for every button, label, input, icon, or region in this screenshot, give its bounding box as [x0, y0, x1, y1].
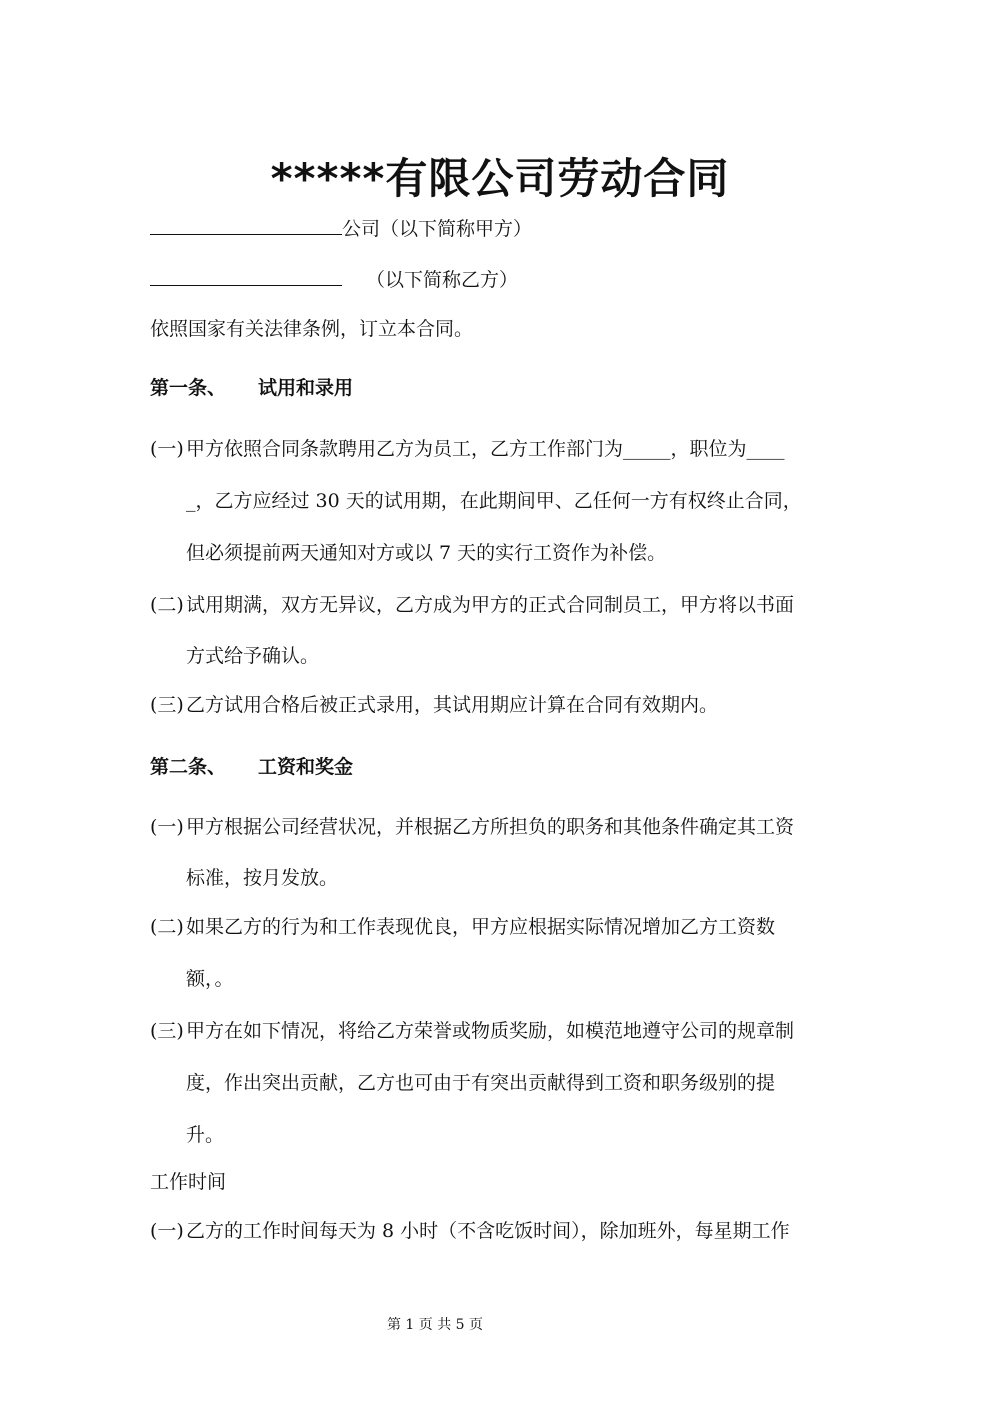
article-1-item-1 — [150, 436, 785, 462]
party-b-line — [150, 265, 518, 293]
article-2-number: 第二条、 — [150, 756, 227, 778]
item-marker: (二) — [150, 594, 184, 616]
article-2-item-2 — [150, 914, 775, 940]
item-text: 甲方依照合同条款聘用乙方为员工，乙方工作部门为_____，职位为____ — [186, 438, 785, 460]
article-1-item-1-line-2: _，乙方应经过 30 天的试用期，在此期间甲、乙任何一方有权终止合同， — [186, 490, 802, 512]
work-time-item-1 — [150, 1218, 790, 1244]
item-text: 乙方的工作时间每天为 8 小时（不含吃饭时间），除加班外，每星期工作 — [186, 1220, 790, 1242]
article-1-item-2 — [150, 592, 794, 618]
item-text: 如果乙方的行为和工作表现优良，甲方应根据实际情况增加乙方工资数 — [186, 916, 776, 938]
article-1-number: 第一条、 — [150, 377, 227, 399]
article-2-item-3-line-2: 度，作出突出贡献，乙方也可由于有突出贡献得到工资和职务级别的提 — [186, 1072, 776, 1094]
article-1-heading — [150, 375, 353, 401]
article-1-item-1-line-3: 但必须提前两天通知对方或以 7 天的实行工资作为补偿。 — [186, 542, 667, 564]
item-text: 试用期满，双方无异议，乙方成为甲方的正式合同制员工，甲方将以书面 — [186, 594, 795, 616]
work-time-heading: 工作时间 — [150, 1171, 227, 1193]
article-1-title: 试用和录用 — [258, 377, 354, 399]
item-text: 乙方试用合格后被正式录用，其试用期应计算在合同有效期内。 — [186, 694, 719, 716]
item-text: 甲方根据公司经营状况，并根据乙方所担负的职务和其他条件确定其工资 — [186, 816, 795, 838]
party-a-line — [150, 214, 532, 242]
party-b-blank — [150, 265, 342, 286]
page-footer: 第 1 页 共 5 页 — [386, 1317, 484, 1333]
item-marker: (三) — [150, 694, 184, 716]
item-marker: (三) — [150, 1020, 184, 1042]
article-2-heading — [150, 754, 353, 780]
item-marker: (二) — [150, 916, 184, 938]
item-marker: (一) — [150, 438, 184, 460]
item-marker: (一) — [150, 816, 184, 838]
article-2-item-3-line-3: 升。 — [186, 1124, 225, 1146]
party-b-label: （以下简称乙方） — [366, 269, 519, 291]
party-a-blank — [150, 214, 342, 235]
item-text: 甲方在如下情况，将给乙方荣誉或物质奖励，如模范地遵守公司的规章制 — [186, 1020, 795, 1042]
article-2-item-3 — [150, 1018, 794, 1044]
item-marker: (一) — [150, 1220, 184, 1242]
article-2-item-1 — [150, 814, 794, 840]
article-2-item-2-line-2: 额，。 — [186, 968, 234, 990]
article-2-item-1-line-2: 标准，按月发放。 — [186, 867, 339, 889]
intro-text: 依照国家有关法律条例，订立本合同。 — [150, 318, 474, 340]
article-1-item-3 — [150, 692, 718, 718]
party-a-label: 公司（以下简称甲方） — [342, 218, 533, 240]
article-2-title: 工资和奖金 — [258, 756, 354, 778]
document-title: *****有限公司劳动合同 — [270, 154, 730, 203]
article-1-item-2-line-2: 方式给予确认。 — [186, 645, 320, 667]
